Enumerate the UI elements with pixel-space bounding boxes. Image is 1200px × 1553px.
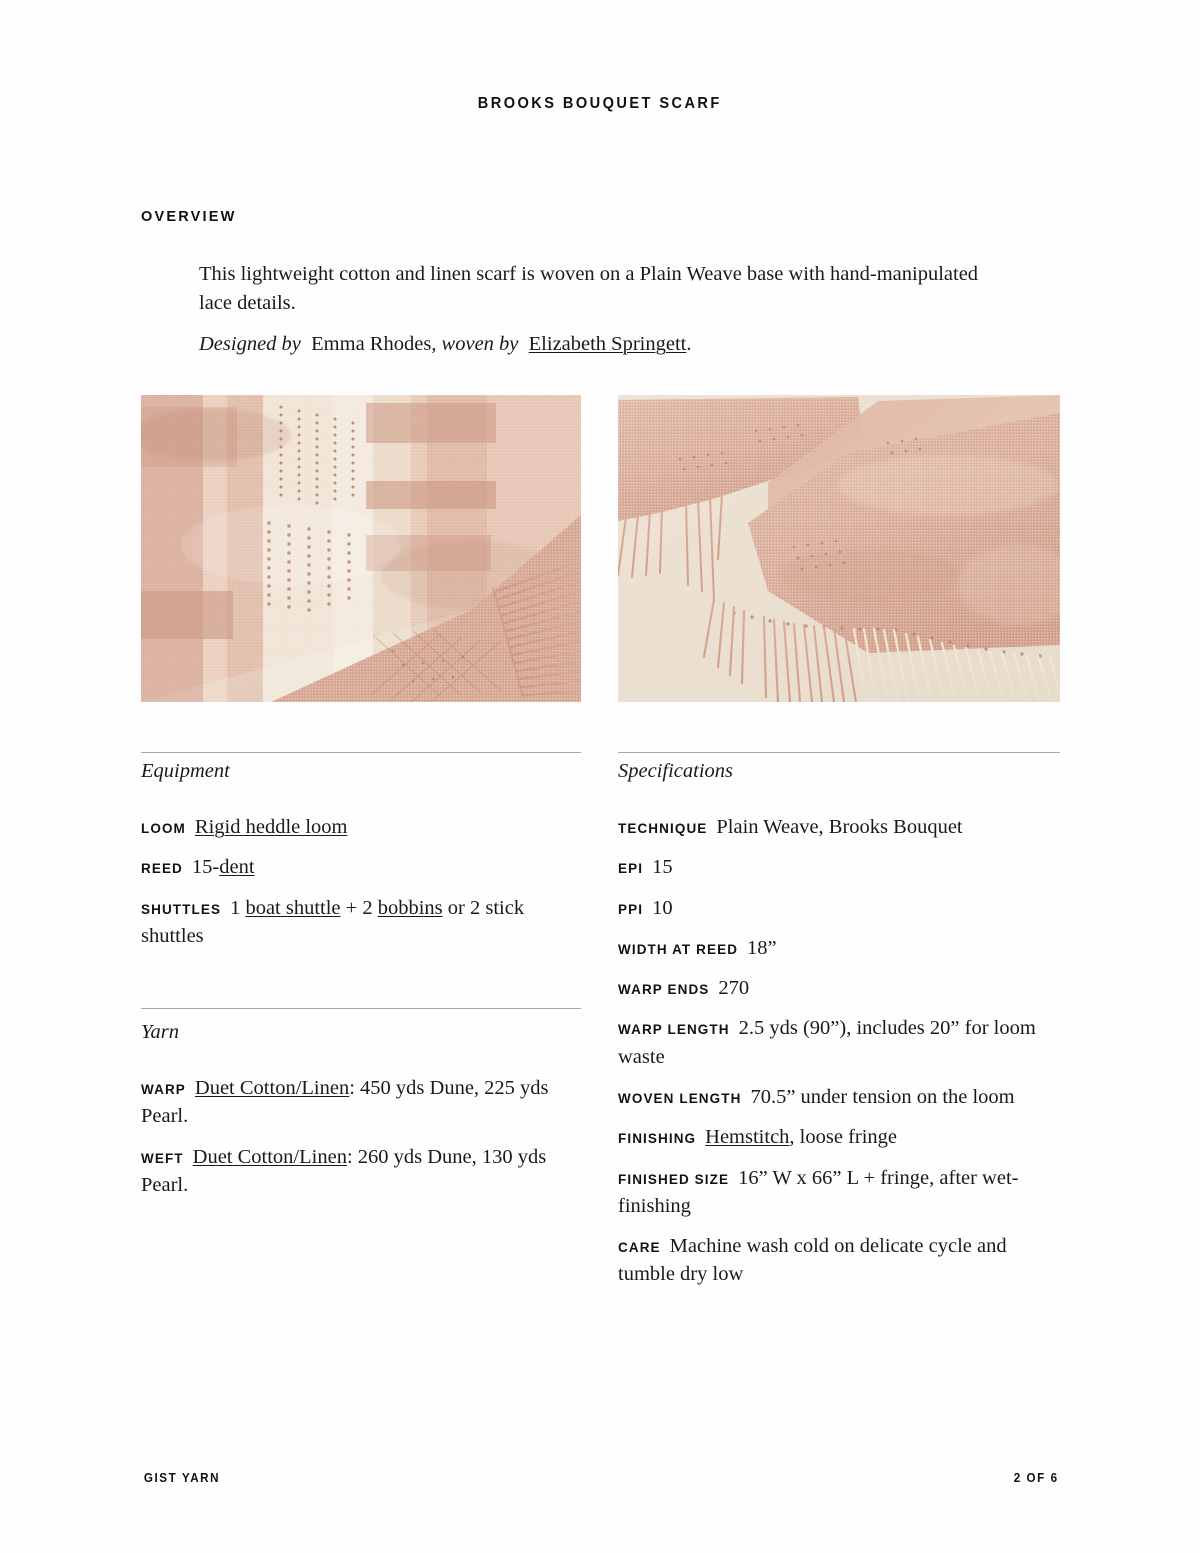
spec-row-ppi bbox=[618, 894, 1060, 922]
equipment-shuttles-label: SHUTTLES bbox=[141, 901, 222, 917]
weaver-name-link[interactable]: Elizabeth Springett bbox=[528, 333, 687, 355]
spec-row-technique bbox=[618, 813, 1060, 841]
spec-row-epi bbox=[618, 853, 1060, 881]
equipment-shuttles-value-tail: or 2 stick shuttles bbox=[141, 896, 525, 947]
spec-epi-label: EPI bbox=[618, 861, 644, 877]
document-header bbox=[0, 95, 1200, 113]
yarn-weft-label: WEFT bbox=[141, 1150, 184, 1166]
equipment-shuttles-value-link-boat-shuttle[interactable]: boat shuttle bbox=[245, 896, 341, 919]
designer-name: Emma Rhodes bbox=[311, 333, 432, 355]
spec-finishing-label: FINISHING bbox=[618, 1131, 697, 1147]
spec-technique-value: Plain Weave, Brooks Bouquet bbox=[716, 816, 963, 838]
spec-width-at-reed-label: WIDTH AT REED bbox=[618, 941, 739, 957]
yarn-row-weft bbox=[141, 1143, 581, 1200]
spec-finished-size-value: 16” W x 66” L + fringe, after wet-finishing bbox=[618, 1166, 1019, 1217]
yarn-warp-label: WARP bbox=[141, 1082, 186, 1097]
spec-warp-length-value: 2.5 yds (90”), includes 20” for loom waste bbox=[618, 1017, 1036, 1068]
yarn-warp-value-text: : 450 yds Dune, 225 yds Pearl. bbox=[141, 1077, 549, 1128]
spec-ppi-label: PPI bbox=[618, 901, 644, 917]
spec-row-care bbox=[618, 1232, 1060, 1289]
overview-paragraph: This lightweight cotton and linen scarf is woven on a Plain Weave base with hand-manipulated lace details. bbox=[199, 263, 979, 315]
spec-row-finished-size bbox=[618, 1164, 1060, 1221]
equipment-shuttles-value-link-bobbins[interactable]: bobbins bbox=[377, 896, 443, 919]
equipment-loom-value-link[interactable]: Rigid heddle loom bbox=[194, 816, 348, 838]
specifications-list bbox=[618, 813, 1060, 1301]
equipment-reed-value-pre: 15- bbox=[191, 856, 220, 879]
spec-finishing-value-text: , loose fringe bbox=[789, 1126, 898, 1149]
equipment-reed-label: REED bbox=[141, 861, 183, 877]
scarf-detail-lace-photo-art bbox=[141, 395, 581, 702]
spec-ppi-value: 10 bbox=[652, 896, 673, 919]
equipment-loom-label: LOOM bbox=[141, 821, 186, 836]
overview-section-heading: OVERVIEW bbox=[141, 209, 237, 225]
spec-care-value: Machine wash cold on delicate cycle and tumble dry low bbox=[618, 1235, 1007, 1286]
scarf-detail-lace-photo bbox=[141, 395, 581, 702]
equipment-row-reed bbox=[141, 853, 581, 881]
equipment-divider bbox=[141, 752, 581, 753]
yarn-list bbox=[141, 1074, 581, 1211]
equipment-shuttles-value-pre: 1 bbox=[230, 896, 246, 919]
spec-finishing-value-link[interactable]: Hemstitch bbox=[705, 1126, 790, 1149]
spec-warp-ends-value: 270 bbox=[718, 977, 750, 1000]
footer-page-number: 2 OF 6 bbox=[1013, 1471, 1059, 1485]
spec-epi-value: 15 bbox=[652, 856, 673, 879]
spec-warp-ends-label: WARP ENDS bbox=[618, 982, 710, 998]
spec-warp-length-label: WARP LENGTH bbox=[618, 1022, 730, 1038]
spec-woven-length-value: 70.5” under tension on the loom bbox=[750, 1085, 1015, 1108]
designed-by-label: Designed by bbox=[199, 333, 301, 355]
equipment-section-title: Equipment bbox=[141, 760, 230, 782]
equipment-reed-value-link[interactable]: dent bbox=[219, 856, 255, 879]
yarn-weft-value-link[interactable]: Duet Cotton/Linen bbox=[192, 1145, 347, 1168]
spec-woven-length-label: WOVEN LENGTH bbox=[618, 1090, 742, 1106]
yarn-row-warp bbox=[141, 1074, 581, 1131]
specifications-section-title: Specifications bbox=[618, 760, 734, 782]
specifications-divider bbox=[618, 752, 1060, 753]
yarn-warp-value-link[interactable]: Duet Cotton/Linen bbox=[194, 1077, 350, 1099]
scarf-fringe-photo-art bbox=[618, 395, 1060, 702]
equipment-list bbox=[141, 813, 581, 962]
spec-technique-label: TECHNIQUE bbox=[618, 821, 708, 836]
equipment-row-shuttles bbox=[141, 894, 581, 951]
yarn-weft-value-text: : 260 yds Dune, 130 yds Pearl. bbox=[141, 1145, 547, 1196]
spec-width-at-reed-value: 18” bbox=[747, 936, 777, 959]
spec-row-warp-length bbox=[618, 1014, 1060, 1071]
yarn-section-title: Yarn bbox=[141, 1021, 179, 1043]
spec-row-finishing bbox=[618, 1123, 1060, 1151]
yarn-divider bbox=[141, 1008, 581, 1009]
overview-credit-line bbox=[199, 330, 981, 359]
spec-finished-size-label: FINISHED SIZE bbox=[618, 1171, 730, 1187]
credit-period: . bbox=[686, 333, 692, 355]
equipment-shuttles-value-mid: + 2 bbox=[340, 896, 378, 919]
document-footer bbox=[141, 1471, 1060, 1485]
woven-by-label: , woven by bbox=[431, 333, 519, 355]
footer-brand: GIST YARN bbox=[143, 1471, 221, 1485]
scarf-fringe-photo bbox=[618, 395, 1060, 702]
spec-row-warp-ends bbox=[618, 974, 1060, 1002]
spec-row-woven-length bbox=[618, 1083, 1060, 1111]
page-title: BROOKS BOUQUET SCARF bbox=[478, 95, 722, 112]
equipment-row-loom bbox=[141, 813, 581, 841]
spec-care-label: CARE bbox=[618, 1240, 661, 1256]
spec-row-width-at-reed bbox=[618, 934, 1060, 962]
